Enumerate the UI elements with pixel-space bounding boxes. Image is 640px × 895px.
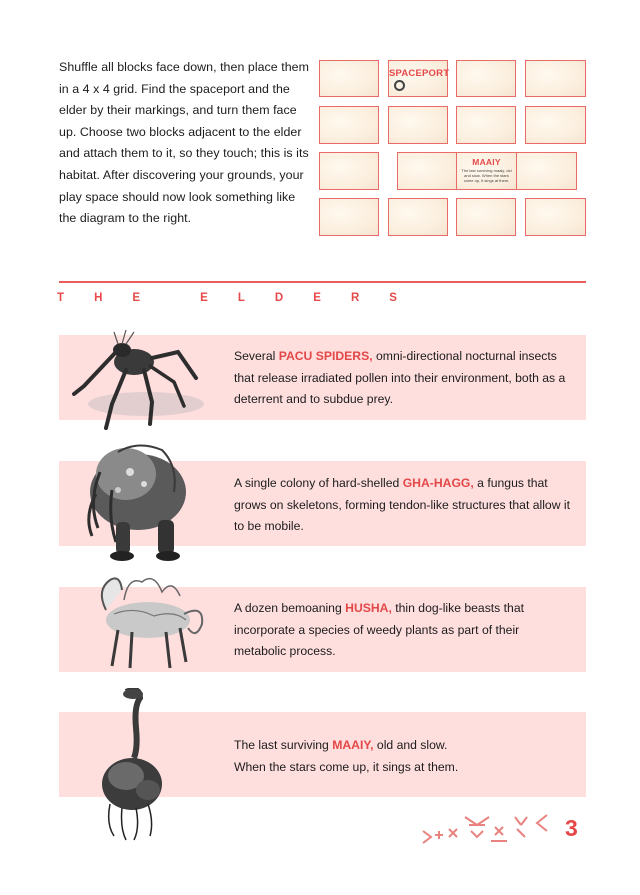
heading-letter: D [274,292,284,304]
pacu-spider-illustration [66,322,206,432]
grid-tile [456,198,516,236]
elder-description-husha [234,598,574,663]
text-fragment: omni-directional nocturnal insects that release irradiated pollen into their environment, both as a deterrent and to subdue prey. [234,349,566,406]
elder-name: GHA-HAGG, [402,476,474,490]
page-number: 3 [565,815,578,841]
text-fragment: old and slow. [373,738,448,752]
elder-description-maaiy [234,735,574,778]
elder-name: PACU SPIDERS, [278,349,373,363]
heading-letter: T [57,292,65,304]
heading-letter: H [94,292,103,304]
maaiy-illustration [96,688,174,842]
elder-label: MAAIY [472,157,501,167]
heading-letter: L [237,292,245,304]
spaceport-tile [388,60,448,97]
heading-letter: E [132,292,141,304]
decorative-ornament-icon [421,811,553,847]
grid-tile [388,198,448,236]
intro-paragraph: Shuffle all blocks face down, then place them in a 4 x 4 grid. Find the spaceport and the elder by their markings, and turn them face up. Choose two blocks adjacent to the elder and attach them to it, so they touch; this is its habitat. After discovering your grounds, your play space should now look something like the diagram to the right. [59,60,309,226]
habitat-tile [397,152,457,190]
heading-letter: E [200,292,208,304]
grid-tile [525,198,586,236]
grid-tile [319,198,379,236]
elder-description: The last surviving maaiy, old and slow. When the stars come up, it sings at them. [461,168,512,183]
elder-description-pacu [234,346,574,411]
text-fragment: A single colony of hard-shelled [234,476,403,490]
habitat-tile [516,152,577,190]
text-fragment: When the stars come up, it sings at them. [234,759,459,774]
gha-hagg-illustration [78,432,204,566]
grid-tile [525,60,586,97]
grid-tile [456,60,516,97]
husha-illustration [84,570,214,675]
section-divider [59,281,586,283]
grid-tile [319,152,379,190]
spaceport-label: SPACEPORT [389,68,450,79]
text-fragment: A dozen bemoaning [234,601,346,615]
heading-letter: R [350,292,360,304]
section-heading [57,292,397,304]
spaceport-marker-icon [394,80,405,91]
elder-name: HUSHA, [345,601,392,615]
grid-tile [456,106,516,144]
text-fragment: Several [234,349,279,363]
elder-tile [456,152,517,190]
grid-tile [319,106,379,144]
grid-tile [319,60,379,97]
grid-tile [388,106,448,144]
grid-diagram [318,58,588,238]
elder-name: MAAIY, [332,738,374,752]
grid-tile [525,106,586,144]
text-fragment: thin dog-like beasts that incorporate a species of weedy plants as part of their metabolic process. [234,601,524,658]
text-fragment: a fungus that grows on skeletons, forming tendon-like structures that allow it to be mobile. [234,476,570,533]
heading-letter: E [313,292,321,304]
heading-letter: S [389,292,397,304]
text-fragment: The last surviving [234,738,333,752]
elder-description-gha-hagg [234,473,574,538]
